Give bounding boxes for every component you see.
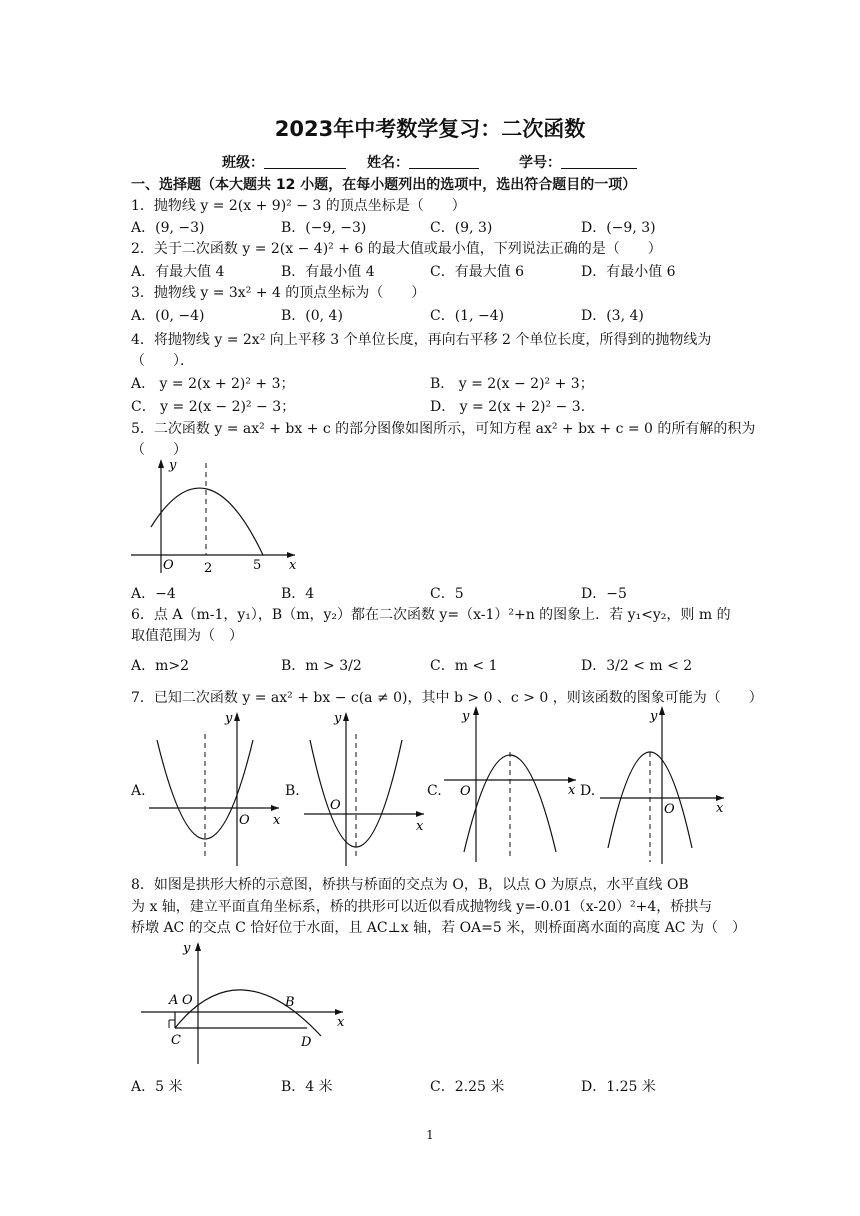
name-field[interactable] xyxy=(367,152,479,172)
q7a-y-arrow-icon xyxy=(234,712,240,721)
question-2-stem: 2．关于二次函数 y = 2(x − 4)² + 6 的最大值或最小值，下列说法正确的是（ ） xyxy=(131,241,662,257)
q5-option-a[interactable]: A．−4 xyxy=(131,586,176,602)
q5-option-b[interactable]: B．4 xyxy=(281,586,315,602)
question-7-stem: 7．已知二次函数 y = ax² + bx − c(a ≠ 0)，其中 b > 0 、c > 0 ，则该函数的图象可能为（ ） xyxy=(131,690,763,706)
q8-option-a[interactable]: A．5 米 xyxy=(131,1079,183,1095)
question-6-stem-cont: 取值范围为（ ） xyxy=(131,628,243,644)
q8-origin-label: O xyxy=(182,993,193,1008)
page-number: 1 xyxy=(426,1128,434,1142)
q7-graph-b[interactable] xyxy=(300,708,430,868)
q7a-x-label: x xyxy=(273,813,281,828)
q8-point-d-label: D xyxy=(301,1035,312,1050)
question-4-stem: 4．将抛物线 y = 2x² 向上平移 3 个单位长度，再向右平移 2 个单位长度，所得到的抛物线为 xyxy=(131,332,712,348)
q6-option-c[interactable]: C．m < 1 xyxy=(430,658,498,674)
q1-option-b[interactable]: B．(−9, −3) xyxy=(281,220,367,236)
q8-point-b-label: B xyxy=(285,995,295,1010)
class-blank[interactable] xyxy=(264,154,346,169)
q8-option-c[interactable]: C．2.25 米 xyxy=(430,1079,505,1095)
q7c-origin-label: O xyxy=(460,784,471,799)
q1-option-a[interactable]: A．(9, −3) xyxy=(131,220,205,236)
q7a-y-label: y xyxy=(225,711,233,726)
page-title: 2023年中考数学复习：二次函数 xyxy=(274,117,586,141)
q5-y-arrow-icon xyxy=(158,459,164,468)
question-1-stem: 1．抛物线 y = 2(x + 9)² − 3 的顶点坐标是（ ） xyxy=(131,198,466,214)
q7b-x-label: x xyxy=(416,819,424,834)
q7d-origin-label: O xyxy=(664,802,675,817)
q1-option-d[interactable]: D．(−9, 3) xyxy=(581,220,656,236)
q7d-y-label: y xyxy=(650,709,658,724)
class-field[interactable] xyxy=(222,152,346,172)
question-5-stem-cont: （ ） xyxy=(131,442,187,458)
q6-option-a[interactable]: A．m>2 xyxy=(131,658,190,674)
q7a-origin-label: O xyxy=(239,813,250,828)
question-6-stem: 6．点 A（m-1，y₁），B（m，y₂）都在二次函数 y=（x-1）²+n 的图象上．若 y₁<y₂，则 m 的 xyxy=(131,607,731,623)
q7b-origin-label: O xyxy=(330,798,341,813)
q8-arch xyxy=(175,990,321,1036)
q4-option-c[interactable]: C． y = 2(x − 2)² − 3； xyxy=(131,399,296,415)
q7d-x-label: x xyxy=(716,801,724,816)
q7-graph-c[interactable] xyxy=(440,702,580,867)
q8-y-arrow-icon xyxy=(195,942,201,951)
q7b-y-label: y xyxy=(334,711,342,726)
q7c-x-label: x xyxy=(568,783,576,798)
id-field[interactable] xyxy=(519,152,637,172)
q5-tick-5: 5 xyxy=(253,558,262,573)
q3-option-b[interactable]: B．(0, 4) xyxy=(281,308,343,324)
q7-option-b[interactable]: B. xyxy=(285,783,300,799)
q7-graph-d[interactable] xyxy=(596,702,730,867)
q8-bridge-figure xyxy=(135,938,355,1068)
name-label: 姓名： xyxy=(367,155,409,171)
question-4-stem-cont: （ ）． xyxy=(131,353,194,369)
q5-option-d[interactable]: D．−5 xyxy=(581,586,627,602)
q7a-x-arrow-icon xyxy=(271,805,279,811)
q6-option-b[interactable]: B．m > 3/2 xyxy=(281,658,362,674)
question-8-stem: 8．如图是拱形大桥的示意图，桥拱与桥面的交点为 O，B，以点 O 为原点，水平直线 OB xyxy=(131,877,689,893)
q2-option-b[interactable]: B．有最小值 4 xyxy=(281,264,375,280)
q7d-y-arrow-icon xyxy=(659,706,665,715)
q4-option-d[interactable]: D． y = 2(x + 2)² − 3. xyxy=(430,399,586,415)
q7-option-c[interactable]: C. xyxy=(427,783,442,799)
q5-y-label: y xyxy=(169,458,177,473)
q5-x-label: x xyxy=(289,558,297,573)
q7b-y-arrow-icon xyxy=(343,712,349,721)
q4-option-b[interactable]: B． y = 2(x − 2)² + 3； xyxy=(430,376,594,392)
q8-point-a-label: A xyxy=(169,993,179,1008)
section-title: 一、选择题（本大题共 12 小题，在每小题列出的选项中，选出符合题目的一项） xyxy=(131,177,637,193)
question-3-stem: 3．抛物线 y = 3x² + 4 的顶点坐标为（ ） xyxy=(131,285,426,301)
q3-option-c[interactable]: C．(1, −4) xyxy=(430,308,505,324)
q8-y-label: y xyxy=(183,941,191,956)
q5-parabola-figure xyxy=(125,455,305,580)
question-5-stem: 5．二次函数 y = ax² + bx + c 的部分图像如图所示，可知方程 ax² + bx + c = 0 的所有解的积为 xyxy=(131,421,756,437)
q5-origin-label: O xyxy=(163,558,174,573)
q5-option-c[interactable]: C．5 xyxy=(430,586,464,602)
q8-option-d[interactable]: D．1.25 米 xyxy=(581,1079,656,1095)
q2-option-a[interactable]: A．有最大值 4 xyxy=(131,264,225,280)
q7c-y-label: y xyxy=(462,709,470,724)
id-blank[interactable] xyxy=(561,154,637,169)
q8-option-b[interactable]: B．4 米 xyxy=(281,1079,333,1095)
question-8-stem-cont-2: 桥墩 AC 的交点 C 恰好位于水面，且 AC⊥x 轴，若 OA=5 米，则桥面离水面的高度 AC 为（ ） xyxy=(131,920,746,936)
q3-option-a[interactable]: A．(0, −4) xyxy=(131,308,205,324)
q5-parabola xyxy=(151,488,263,555)
question-8-stem-cont-1: 为 x 轴，建立平面直角坐标系，桥的拱形可以近似看成抛物线 y=-0.01（x-20）²+4，桥拱与 xyxy=(131,899,713,915)
q7-option-d[interactable]: D. xyxy=(580,783,596,799)
name-blank[interactable] xyxy=(409,154,479,169)
id-label: 学号： xyxy=(519,155,561,171)
q7c-y-arrow-icon xyxy=(473,706,479,715)
q7-option-a[interactable]: A. xyxy=(131,783,146,799)
q7-graph-a[interactable] xyxy=(145,708,285,868)
class-label: 班级： xyxy=(222,155,264,171)
q3-option-d[interactable]: D．(3, 4) xyxy=(581,308,644,324)
q1-option-c[interactable]: C．(9, 3) xyxy=(430,220,493,236)
q2-option-d[interactable]: D．有最小值 6 xyxy=(581,264,676,280)
q7b-x-arrow-icon xyxy=(416,811,424,817)
q6-option-d[interactable]: D．3/2 < m < 2 xyxy=(581,658,693,674)
q5-tick-2: 2 xyxy=(204,561,213,576)
q8-x-label: x xyxy=(337,1015,345,1030)
q4-option-a[interactable]: A． y = 2(x + 2)² + 3； xyxy=(131,376,295,392)
q2-option-c[interactable]: C．有最大值 6 xyxy=(430,264,525,280)
q8-point-c-label: C xyxy=(171,1033,181,1048)
